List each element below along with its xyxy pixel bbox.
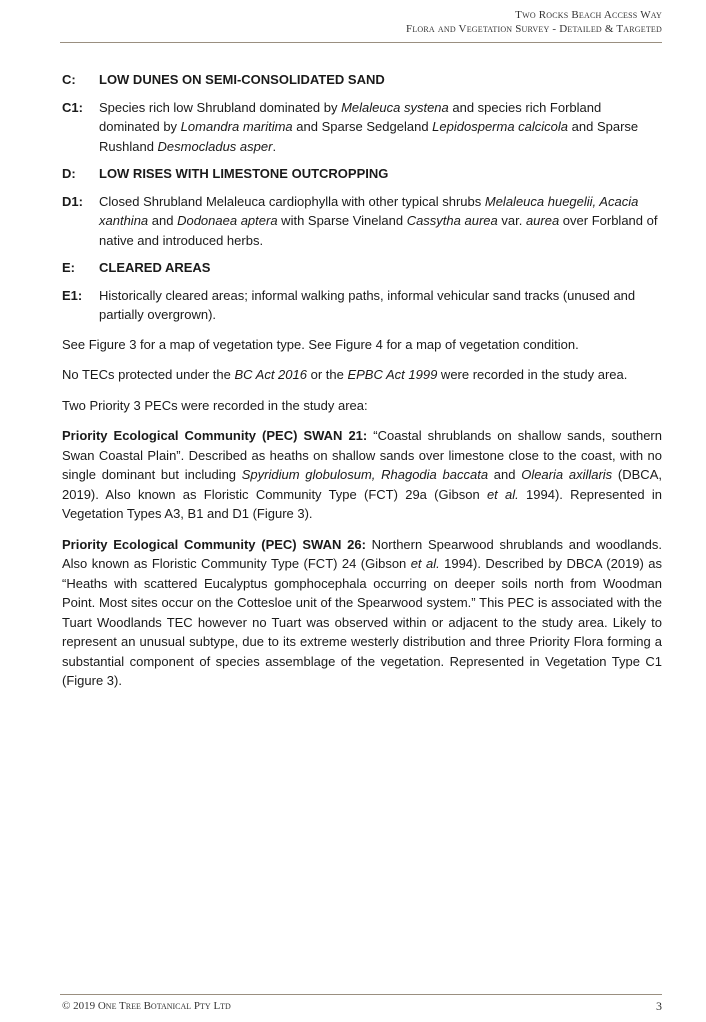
species-name: Lomandra maritima <box>180 119 293 134</box>
header-line-1: Two Rocks Beach Access Way <box>515 9 662 21</box>
section-d1 <box>62 192 662 251</box>
text-run: and <box>148 213 178 228</box>
pec-intro-paragraph: Two Priority 3 PECs were recorded in the study area: <box>62 397 368 413</box>
page-number: 3 <box>656 999 662 1013</box>
text-run: “Coastal shrublands on shallow sands, southern Swan Coastal Plain”. Described as heaths on shallow sands over limestone close to the coast, with no single dominant but including <box>62 428 662 482</box>
page-header <box>406 8 662 36</box>
section-title: CLEARED AREAS <box>99 260 211 275</box>
citation-etal: et al. <box>486 486 519 502</box>
section-d-heading <box>62 164 662 184</box>
text-run: over Forbland of native and introduced herbs. <box>99 213 658 248</box>
citation-etal: et al. <box>410 556 440 571</box>
text-run: (DBCA, 2019). Also known as Floristic Community Type (FCT) 29a (Gibson <box>62 467 662 502</box>
text-run: and species rich Forbland dominated by <box>99 99 602 134</box>
section-e-heading <box>62 258 662 278</box>
section-code: C: <box>62 72 76 87</box>
text-run: and <box>488 467 522 482</box>
species-name: Olearia axillaris <box>521 467 613 482</box>
text-run: with Sparse Vineland <box>277 213 407 228</box>
species-name: Dodonaea aptera <box>177 213 278 228</box>
section-code: D: <box>62 166 76 181</box>
document-body <box>62 70 662 702</box>
pec-title: Priority Ecological Community (PEC) SWAN 21: <box>62 428 368 443</box>
species-name: Melaleuca huegelii, Acacia xanthina <box>99 193 639 228</box>
header-line-2: Flora and Vegetation Survey - Detailed & Targeted <box>406 23 662 35</box>
text-run: No TECs protected under the <box>62 367 235 382</box>
section-title: LOW RISES WITH LIMESTONE OUTCROPPING <box>99 166 389 181</box>
figure-reference-paragraph: See Figure 3 for a map of vegetation type. See Figure 4 for a map of vegetation condition. <box>62 336 579 352</box>
section-e1 <box>62 286 662 325</box>
section-code: E: <box>62 260 75 275</box>
species-name: Desmocladus asper <box>157 138 273 154</box>
text-run: Northern Spearwood shrublands and woodlands. Also known as Floristic Community Type (FCT) 24 (Gibson <box>62 536 662 571</box>
text-run: Closed Shrubland Melaleuca cardiophylla with other typical shrubs <box>99 193 485 209</box>
section-title: LOW DUNES ON SEMI-CONSOLIDATED SAND <box>99 72 385 87</box>
species-name: Lepidosperma calcicola <box>432 119 569 134</box>
text-run: 1994). Described by DBCA (2019) as “Heaths with scattered Eucalyptus gomphocephala occurring on deeper soils north from Woodman Point. Most sites occur on the Cottesloe unit of the Spearwood system.” This PEC is associated with the Tuart Woodlands TEC however no Tuart was observed within or adjacent to the study area. Likely to represent an unusual subtype, due to its extreme westerly distribution and three Priority Flora forming a substantial component of species assemblage of the vegetation. Represented in Vegetation Type C1 (Figure 3). <box>62 556 663 688</box>
section-c1 <box>62 98 662 157</box>
section-code: C1: <box>62 99 83 115</box>
species-name: aurea <box>525 213 560 228</box>
footer-copyright: © 2019 One Tree Botanical Pty Ltd <box>62 1000 231 1012</box>
text-run: and Sparse Sedgeland <box>292 119 433 134</box>
act-name: BC Act 2016 <box>234 367 307 382</box>
species-name: Melaleuca systena <box>341 99 449 115</box>
text-run: and Sparse Rushland <box>99 119 639 154</box>
header-divider <box>60 42 662 43</box>
species-name: Spyridium globulosum, Rhagodia baccata <box>241 467 489 482</box>
species-name: Cassytha aurea <box>406 213 498 228</box>
tec-paragraph <box>62 365 662 385</box>
act-name: EPBC Act 1999 <box>347 367 438 382</box>
section-description <box>99 98 662 157</box>
text-run: 1994). Represented in Vegetation Types A3, B1 and D1 (Figure 3). <box>62 486 662 521</box>
pec-title: Priority Ecological Community (PEC) SWAN 26: <box>62 536 366 552</box>
text-run: var. <box>497 213 526 228</box>
section-description: Historically cleared areas; informal walking paths, informal vehicular sand tracks (unused and partially overgrown). <box>99 287 636 322</box>
section-description <box>99 192 662 251</box>
text-run: Species rich low Shrubland dominated by <box>99 99 342 115</box>
section-code: D1: <box>62 193 83 209</box>
text-run: or the <box>306 367 348 382</box>
text-run: were recorded in the study area. <box>437 367 628 382</box>
section-code: E1: <box>62 287 83 303</box>
footer-divider <box>60 994 662 995</box>
pec-swan26-paragraph <box>62 535 662 691</box>
text-run: . <box>272 138 277 154</box>
pec-swan21-paragraph <box>62 426 662 524</box>
section-c-heading <box>62 70 662 90</box>
